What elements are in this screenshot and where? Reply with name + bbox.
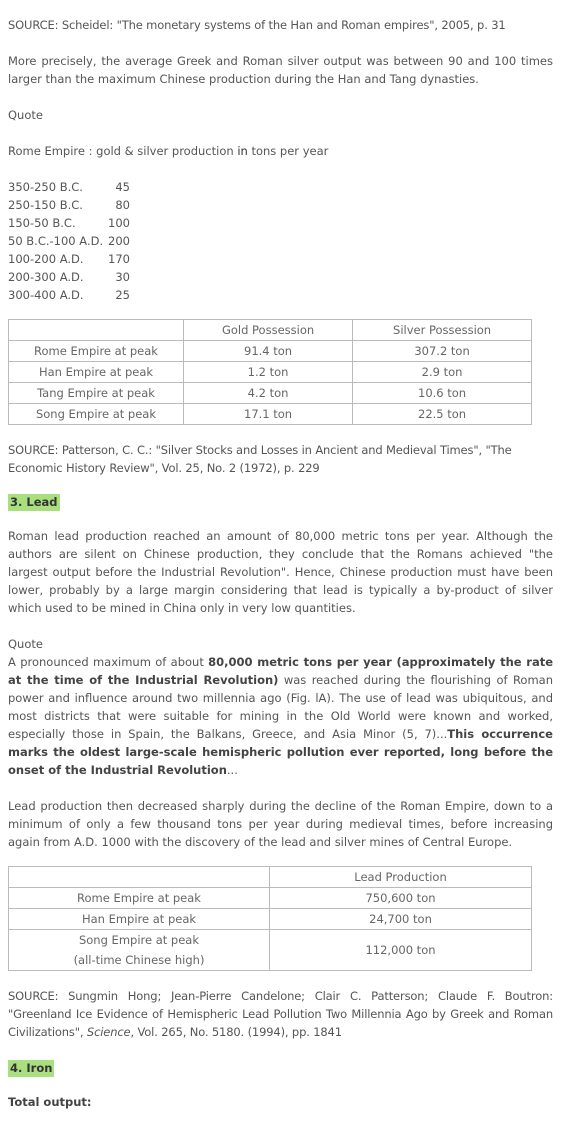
list-item: 100-200 A.D. 170: [8, 252, 130, 266]
source-citation-scheidel: SOURCE: Scheidel: "The monetary systems of the Han and Roman empires", 2005, p. 31: [8, 18, 506, 32]
list-item: 350-250 B.C. 45: [8, 180, 130, 194]
paragraph-lead-production: Roman lead production reached an amount of 80,000 metric tons per year. Although the authors are silent on Chinese production, they conclude that the Romans achieved "the largest output before the Industrial Revolution". Hence, Chinese production must have been lower, probably by a large margin considering that lead is typically a by-product of silver which used to be mined in China only in very low quantities.: [8, 529, 553, 615]
rome-production-title: Rome Empire : gold & silver production in tons per year: [8, 144, 329, 158]
source-citation-hong: SOURCE: Sungmin Hong; Jean-Pierre Candelone; Clair C. Patterson; Claude F. Boutron: "Greenland Ice Evidence of Hemispheric Lead Pollution Two Millennia Ago by Greek and Roman Civilizations", Science, Vol. 265, No. 5180. (1994), pp. 1841: [8, 989, 553, 1039]
lead-production-table: [8, 866, 532, 971]
section-heading-iron: 4. Iron: [10, 1061, 53, 1075]
paragraph-lead-decline: Lead production then decreased sharply during the decline of the Roman Empire, down to a minimum of only a few thousand tons per year during medieval times, before increasing again from A.D. 1000 with the discovery of the lead and silver mines of Central Europe.: [8, 799, 553, 849]
table-row: Rome Empire at peak 91.4 ton 307.2 ton: [9, 341, 532, 362]
table-row: Han Empire at peak 1.2 ton 2.9 ton: [9, 362, 532, 383]
article-body: [8, 16, 553, 1111]
table-row: Song Empire at peak 17.1 ton 22.5 ton: [9, 404, 532, 425]
rome-production-list: [8, 178, 553, 304]
list-item: 200-300 A.D. 30: [8, 270, 130, 284]
paragraph-silver-output: More precisely, the average Greek and Roman silver output was between 90 and 100 times larger than the maximum Chinese production during the Han and Tang dynasties.: [8, 54, 553, 86]
table-row: Han Empire at peak 24,700 ton: [9, 909, 532, 930]
source-citation-patterson: SOURCE: Patterson, C. C.: "Silver Stocks and Losses in Ancient and Medieval Times", "The Economic History Review", Vol. 25, No. 2 (1972), p. 229: [8, 443, 512, 475]
list-item: 50 B.C.-100 A.D. 200: [8, 234, 130, 248]
section-heading-lead: 3. Lead: [10, 495, 58, 509]
total-output-label: Total output:: [8, 1095, 92, 1109]
table-row: Tang Empire at peak 4.2 ton 10.6 ton: [9, 383, 532, 404]
list-item: 250-150 B.C. 80: [8, 198, 130, 212]
table-row: Song Empire at peak (all-time Chinese high) 112,000 ton: [9, 930, 532, 971]
quote-label: Quote: [8, 108, 43, 122]
table-header-row: Lead Production: [9, 867, 532, 888]
quote-label-2: Quote: [8, 637, 43, 651]
table-header-row: Gold Possession Silver Possession: [9, 320, 532, 341]
quote-lead-pollution: A pronounced maximum of about 80,000 metric tons per year (approximately the rate at the time of the Industrial Revolution) was reached during the flourishing of Roman power and influence around two millennia ago (Fig. lA). The use of lead was ubiquitous, and most districts that were suitable for mining in the Old World were known and worked, especially those in Spain, the Balkans, Greece, and Asia Minor (5, 7)...This occurrence marks the oldest large-scale hemispheric pollution ever reported, long before the onset of the Industrial Revolution...: [8, 655, 554, 777]
gold-silver-table: [8, 319, 532, 425]
list-item: 150-50 B.C. 100: [8, 216, 130, 230]
list-item: 300-400 A.D. 25: [8, 288, 130, 302]
table-row: Rome Empire at peak 750,600 ton: [9, 888, 532, 909]
